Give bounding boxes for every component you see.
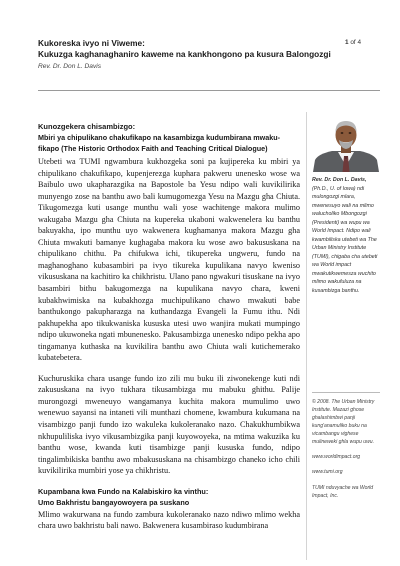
caption-author-name: Rev. Dr. Don L. Davis, bbox=[312, 177, 367, 183]
closing-paragraph: Mlimo wakurwana na fundo zambura kukoleranako nazo ndiwo mlimo wekha chara uwo bakhristu bali nawo. Bakwenera kusambiraso kudumbirana bbox=[38, 509, 300, 531]
subheading-line-2: Umo Bakhristu bangayowoyera pa suskano bbox=[38, 497, 190, 507]
main-column bbox=[38, 121, 300, 562]
column-divider bbox=[306, 112, 307, 560]
subheading-line-1: Kupambana kwa Fundo na Kalabiskiro ka vinthu: bbox=[38, 486, 209, 496]
footer-note: TUMI nduvyache wa World Impact, Inc. bbox=[312, 485, 374, 499]
author-portrait-icon bbox=[312, 112, 380, 172]
tumi-link[interactable]: www.tumi.org bbox=[312, 469, 343, 475]
author-byline: Rev. Dr. Don L. Davis bbox=[38, 63, 102, 70]
section-title: Mbiri ya chipulikano chakufikapo na kasambizga kudumbirana mwaku-fikapo (The Historic Orthodox Faith and Teaching Critical Dialogue) bbox=[38, 133, 281, 153]
author-caption bbox=[312, 176, 380, 295]
caption-author-bio: (Ph.D., U. of Iowa) ndi mulongozgi mlara, mwenesuyo wali na mlimo walucholiko Mbongozgi (Presidenti) wa wupu wa World Impact. Ndipo wali kwambiliska utebeti wa The Urban Ministry Institute (TUMI), chigaba cha utebeti wa World impact mwakutikwemesza wuchito mlimo wakufuluza na kusambizga banthu. bbox=[312, 185, 378, 294]
worldimpact-link[interactable]: www.worldimpact.org bbox=[312, 454, 361, 460]
header-divider bbox=[38, 90, 380, 91]
document-title-line-2: Kukuzga kaghanaghaniro kaweme na kankhongono pa kusura Balongozgi bbox=[38, 49, 331, 59]
sidebar-divider bbox=[312, 392, 380, 393]
document-title-line-1: Kukoreska ivyo ni Viweme: bbox=[38, 38, 145, 48]
sidebar bbox=[312, 112, 380, 295]
body-paragraph: Utebeti wa TUMI ngwambura kukhozgeka soni pa kujipereka ku mbiri ya chipulikano chakufikapo, kupenjerezga kuphara pakweru unenesko wose wa Baibulo uwo ukapharazgika na Bapostole ba Yesu ndipo wali kuvikilirika munyengo zose na banthu awo bali kumugomezga Yesu na Mazgu gha Chiuta. Tikugomezga kuti usange munthu wali yose wachitenge makora mulimo wakugaba Mazgu gha Chiuta na kupereka ukaboni wakwenelera ku banthu bakuyakha, ipo munthu uyo wakwenera kughamanya makora Mazgu gha Chiuta mwakuti bamanye kughagaba makora ku wose awo bakususkana na chipulikano chithu. Pa chifukwa ichi, tikupereka ungweru, fundo na maghanoghano kubasambiri pa ivyo tikureka kupulikana navyo kweniso vikususkana na kachitiro ka chikhristu. Ulano pano ngwakuri tisuskane na ivyo basambiri bithu bakugomezga na kupulikana navyo chara, kweni kubakhwimiska na kubakhozga muchipulikano chawo mwakuti babe banthukongo pakupharazga na kuthandazga Evangeli la Fumu ithu. Ndi pakhupekha apo tikukwaniska kususka utesi uwo wanjira mukati mumpingo ndipo ukuwoneka ngati mbunenesko. Pakusambizga unenesko ndipo pekha apo tingamanya kuthaska na kuvikilira banthu awo Chiuta wali kutichemerako kubatebetera. bbox=[38, 157, 300, 363]
subheading bbox=[38, 486, 300, 508]
body-paragraph: Kuchuruskika chara usange fundo izo zili mu buku ili ziwonekenge kuti ndi zakususkana na ivyo tukhara tikusambizga mu mabuku ghithu. Palije murongozgi mweneuyo wangamanya kuchita makora mumulimo uwo wenewuo sayansi na intaneti vili munthazi chomene, kwambura kukumana na visambizgo panji fundo izo wakuleka kukoleranako nazo. Chakukhumbikwa nkhupuliliska ivyo vikusambizgika panji kuyowoyeka, na mtima wakuzika ku banthu wose, kwanda kuti tisambizge panji kususka fundo, ndipo tingalimbikiska banthu awo mbakususkana na chisambizgo chaneko icho chili kuvikilirika mumbiri yose ya chikhristu. bbox=[38, 373, 300, 476]
page-current: 1 bbox=[345, 39, 349, 46]
page-indicator bbox=[345, 39, 361, 46]
copyright-text: © 2008. The Urban Ministry Institute. Mazazi ghose ghalashimbwi panji kung'anamuliko buku na vicambangu vighese mulineweki ghla wupu uwu. bbox=[312, 399, 375, 445]
document-header bbox=[38, 38, 338, 72]
section-label: Kunozgekera chisambizgo: bbox=[38, 122, 136, 131]
copyright-block bbox=[312, 398, 380, 500]
page-total: of 4 bbox=[348, 39, 361, 46]
